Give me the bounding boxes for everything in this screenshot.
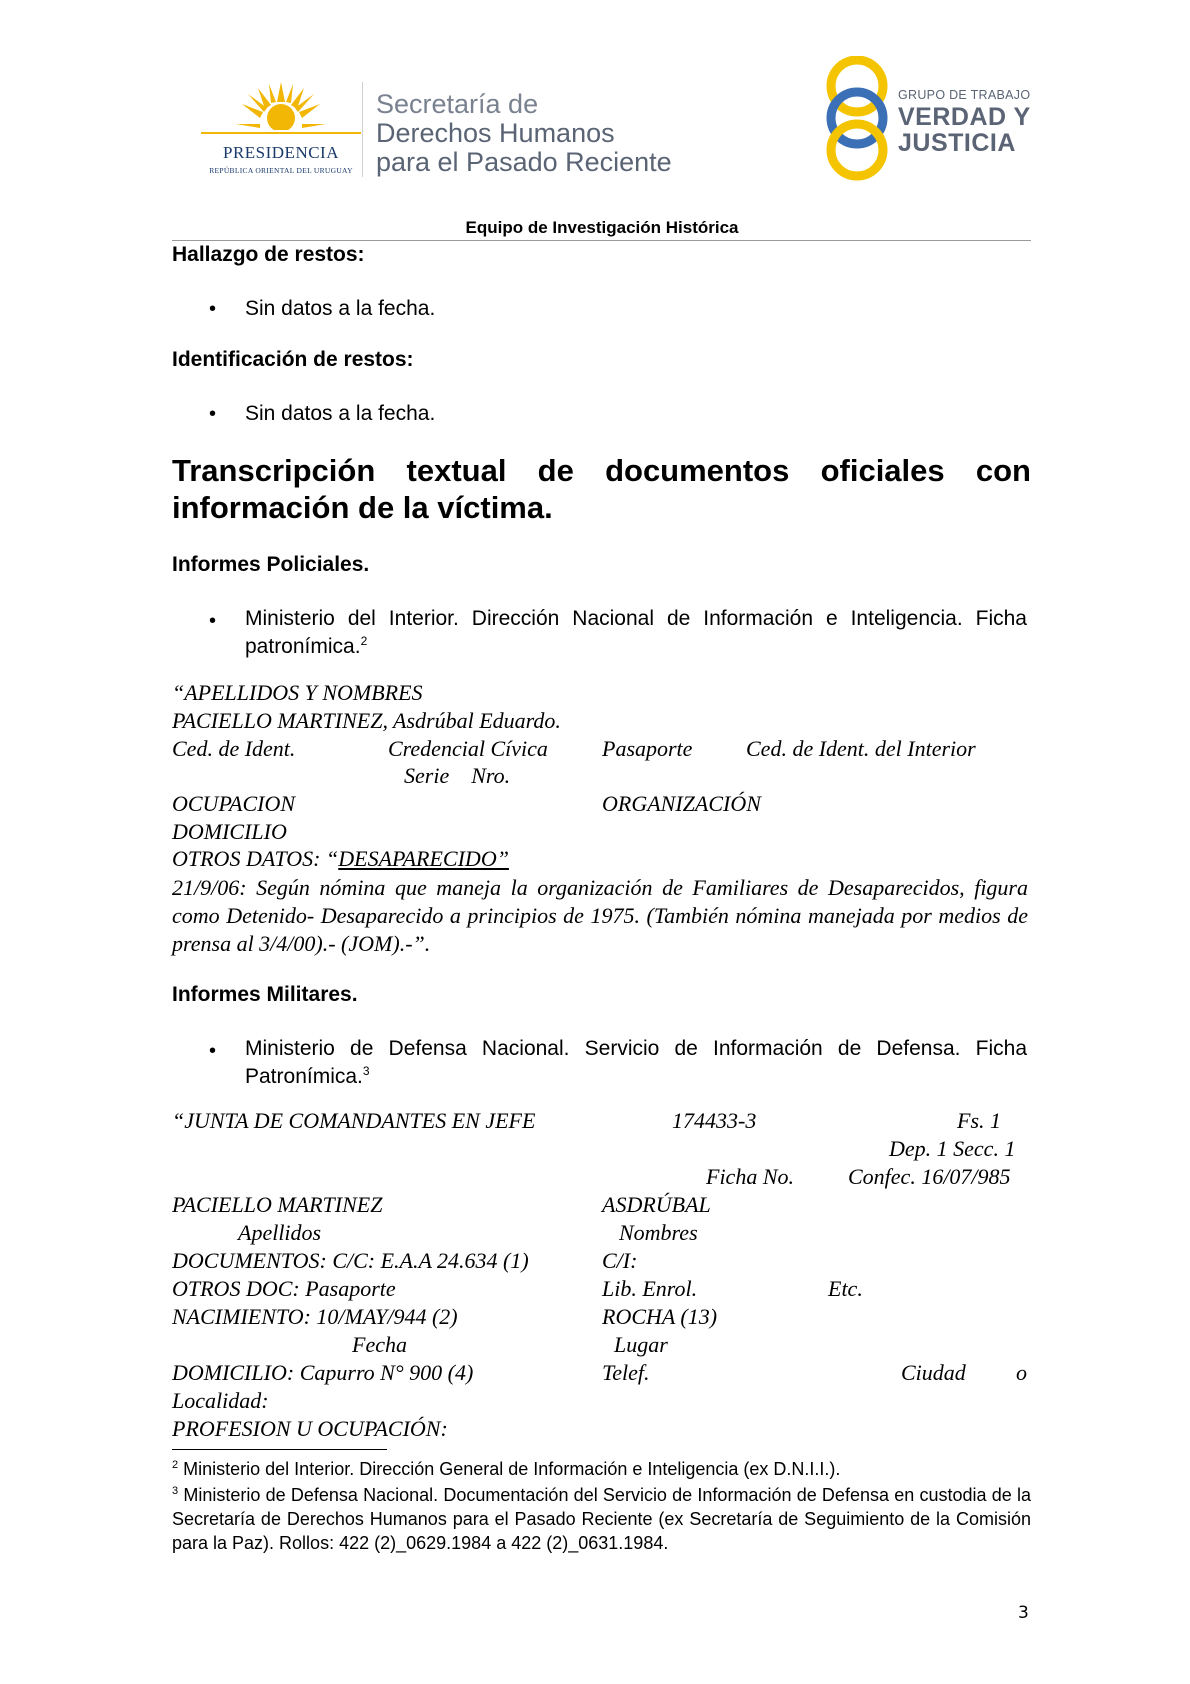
mil-nacimiento: NACIMIENTO: 10/MAY/944 (2) <box>172 1304 458 1329</box>
mil-junta-label: “JUNTA DE COMANDANTES EN JEFE <box>172 1108 536 1133</box>
militares-heading: Informes Militares. <box>172 983 358 1006</box>
mil-ficha-number: 174433-3 <box>672 1108 757 1133</box>
pol-pasaporte-label: Pasaporte <box>602 736 693 761</box>
mil-domicilio: DOMICILIO: Capurro N° 900 (4) <box>172 1360 474 1385</box>
mil-localidad-label: Localidad: <box>172 1388 269 1413</box>
page-number: 3 <box>1018 1603 1029 1623</box>
mil-ci-label: C/I: <box>602 1248 638 1273</box>
linked-rings-icon <box>822 56 892 181</box>
bullet-icon: • <box>209 298 217 320</box>
footnote-rule <box>172 1449 387 1450</box>
transcripcion-heading: Transcripción textual de documentos oficiales con información de la víctima. <box>172 453 1031 525</box>
mil-confec: Confec. 16/07/985 <box>848 1164 1011 1189</box>
bullet-icon: • <box>209 610 217 632</box>
pol-domicilio-label: DOMICILIO <box>172 819 287 844</box>
militares-bullet-text: Ministerio de Defensa Nacional. Servicio de Información de Defensa. Ficha Patronímica. <box>245 1037 1027 1088</box>
justicia-label: JUSTICIA <box>898 129 1016 157</box>
identificacion-heading: Identificación de restos: <box>172 348 414 371</box>
hallazgo-item: Sin datos a la fecha. <box>245 297 436 320</box>
mil-ficha-label: Ficha No. <box>706 1164 794 1189</box>
pol-ced-interior-label: Ced. de Ident. del Interior <box>746 736 976 761</box>
pol-organizacion-label: ORGANIZACIÓN <box>602 791 761 816</box>
policiales-bullet-text: Ministerio del Interior. Dirección Nacional de Información e Inteligencia. Ficha patronímica. <box>245 607 1027 658</box>
bullet-icon: • <box>209 1040 217 1062</box>
header-divider <box>362 82 363 177</box>
footnote-2-num: 2 <box>172 1459 179 1471</box>
pol-ced-label: Ced. de Ident. <box>172 736 296 761</box>
militares-bullet <box>245 1035 1027 1091</box>
mil-nombres-label: Nombres <box>619 1220 698 1245</box>
pol-otros-label: OTROS DATOS: “ <box>172 846 339 871</box>
mil-fs: Fs. 1 <box>957 1108 1001 1133</box>
footnote-2 <box>172 1457 1031 1481</box>
pol-otros-datos <box>172 846 509 872</box>
policiales-bullet <box>245 605 1027 661</box>
mil-nombre-value: ASDRÚBAL <box>602 1192 711 1217</box>
pol-ocupacion-label: OCUPACION <box>172 791 296 816</box>
team-caption: Equipo de Investigación Histórica <box>465 218 739 237</box>
bullet-icon: • <box>209 403 217 425</box>
presidencia-label: PRESIDENCIA <box>222 143 339 162</box>
sun-icon <box>236 80 326 140</box>
footnote-ref-3: 3 <box>362 1064 370 1078</box>
secretaria-line-3: para el Pasado Reciente <box>376 147 672 177</box>
pol-serie-nro-label: Serie Nro. <box>404 763 511 788</box>
mil-o-label: o <box>1016 1360 1027 1385</box>
footnote-ref-2: 2 <box>360 634 368 648</box>
footnote-3-num: 3 <box>172 1485 179 1497</box>
verdad-justicia-logo <box>822 56 1032 181</box>
identificacion-item: Sin datos a la fecha. <box>245 402 436 425</box>
mil-etc: Etc. <box>828 1276 863 1301</box>
mil-documentos: DOCUMENTOS: C/C: E.A.A 24.634 (1) <box>172 1248 529 1273</box>
pol-otros-value: DESAPARECIDO” <box>338 846 509 871</box>
mil-otros-doc: OTROS DOC: Pasaporte <box>172 1276 396 1301</box>
header-rule <box>172 240 1031 241</box>
secretaria-line-1: Secretaría de <box>376 89 539 119</box>
mil-lib-enrol: Lib. Enrol. <box>602 1276 698 1301</box>
grupo-label: GRUPO DE TRABAJO <box>898 88 1031 102</box>
verdad-label: VERDAD Y <box>898 103 1031 131</box>
pol-apellidos-label: “APELLIDOS Y NOMBRES <box>172 680 423 705</box>
footnote-3-text: Ministerio de Defensa Nacional. Documentación del Servicio de Información de Defensa en custodia de la Secretaría de Derechos Humanos para el Pasado Reciente (ex Secretaría de Seguimiento de la Comisión para la Paz). Rollos: 422 (2)_0629.1984 a 422 (2)_0631.1984. <box>172 1485 1031 1553</box>
mil-fecha-label: Fecha <box>352 1332 407 1357</box>
pol-name: PACIELLO MARTINEZ, Asdrúbal Eduardo. <box>172 708 561 733</box>
secretaria-title <box>376 90 672 177</box>
mil-profesion-label: PROFESION U OCUPACIÓN: <box>172 1416 448 1441</box>
mil-apellidos-label: Apellidos <box>238 1220 322 1245</box>
mil-ciudad-label: Ciudad <box>901 1360 966 1385</box>
pol-credencial-label: Credencial Cívica <box>388 736 548 761</box>
mil-apellido-value: PACIELLO MARTINEZ <box>172 1192 383 1217</box>
policiales-heading: Informes Policiales. <box>172 553 370 576</box>
mil-lugar-value: ROCHA (13) <box>602 1304 718 1329</box>
footnote-2-text: Ministerio del Interior. Dirección General de Información e Inteligencia (ex D.N.I.I.). <box>183 1459 841 1479</box>
mil-lugar-label: Lugar <box>614 1332 668 1357</box>
mil-dep: Dep. 1 Secc. 1 <box>889 1136 1016 1161</box>
footnote-3 <box>172 1483 1031 1555</box>
presidencia-logo <box>196 80 366 180</box>
presidencia-sub: REPÚBLICA ORIENTAL DEL URUGUAY <box>209 166 353 175</box>
hallazgo-heading: Hallazgo de restos: <box>172 243 365 266</box>
mil-telef-label: Telef. <box>602 1360 650 1385</box>
secretaria-line-2: Derechos Humanos <box>376 118 615 148</box>
pol-note: 21/9/06: Según nómina que maneja la organización de Familiares de Desaparecidos, figura como Detenido- Desaparecido a principios de 1975. (También nómina manejada por medios de prensa al 3/4/00).- (JOM).-”. <box>172 875 1028 956</box>
